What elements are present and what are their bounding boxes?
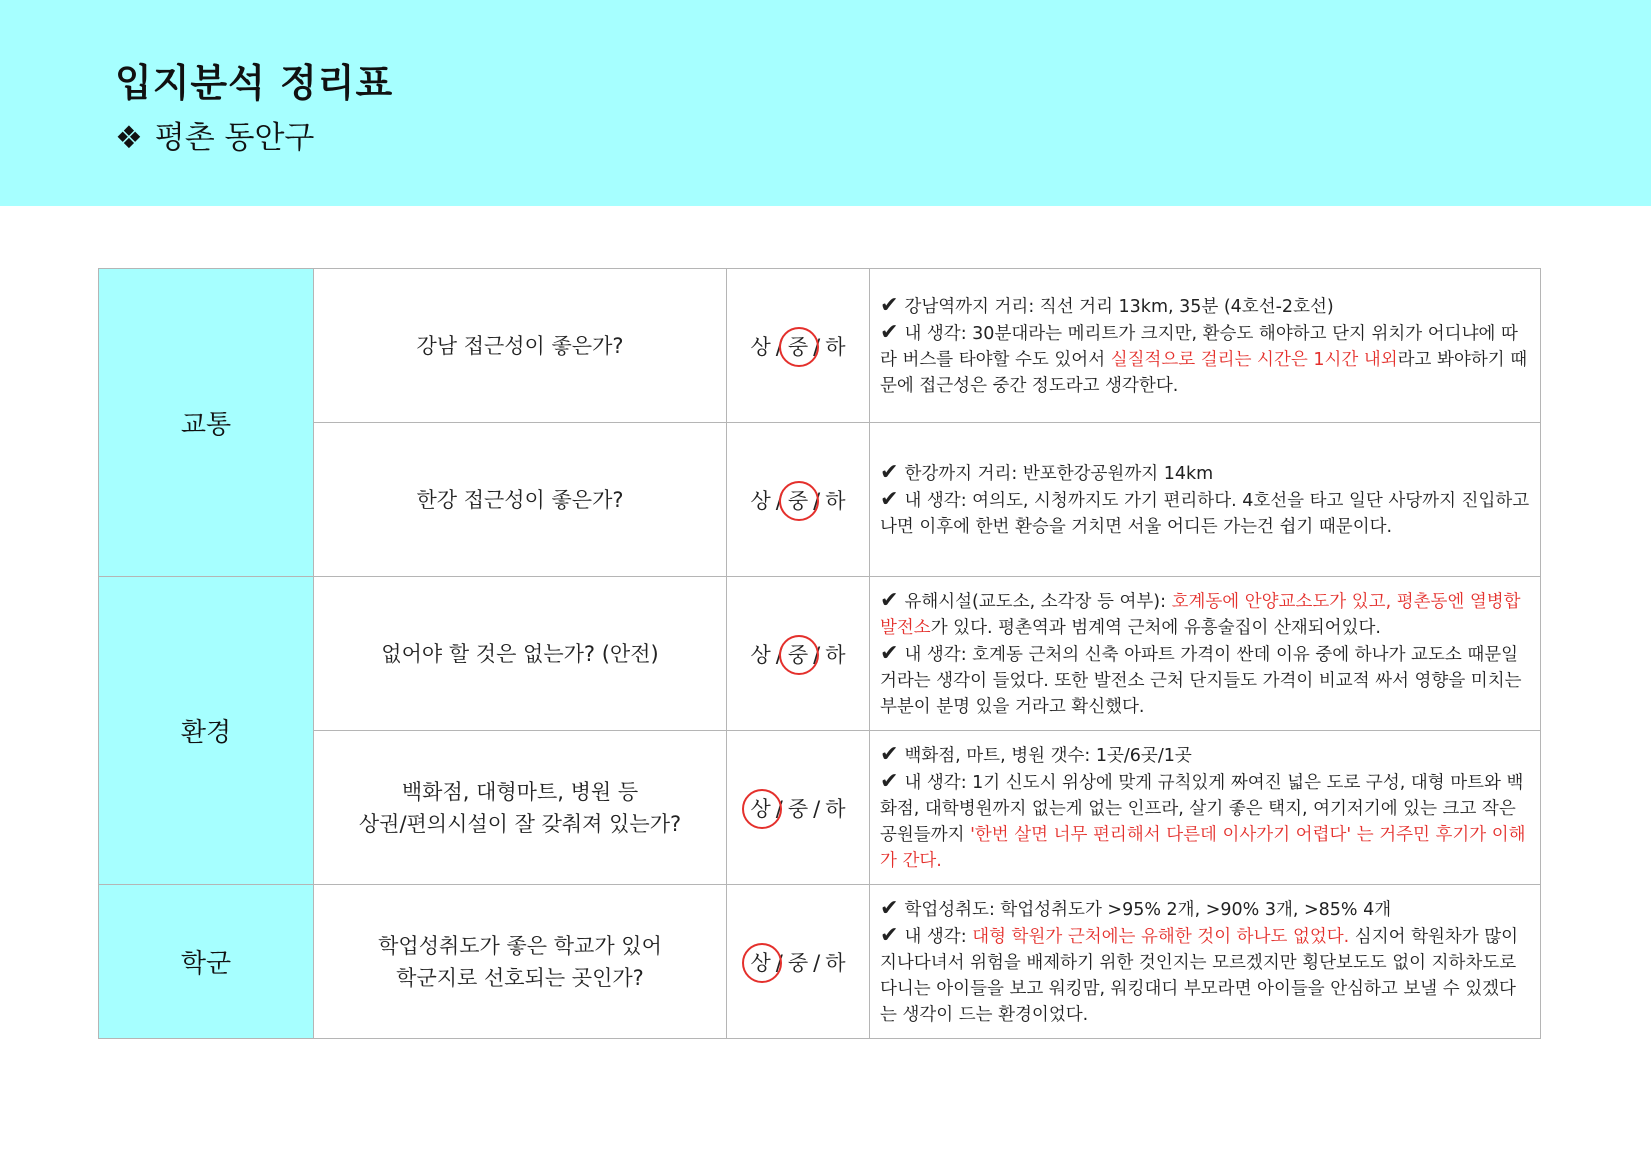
note-text: 가 있다. 평촌역과 범계역 근처에 유흥술집이 산재되어있다. [930,617,1381,638]
rating-cell [727,731,870,885]
note-item [880,641,1532,720]
notes-cell [870,423,1541,577]
subtitle-text: 평촌 동안구 [154,120,315,156]
rating-option: 하 [825,488,846,513]
note-item [880,487,1532,540]
check-mark-icon: ✔ [880,292,899,318]
check-mark-icon: ✔ [880,486,899,512]
note-text: 라고 봐야하기 때문에 접근성은 중간 정도라고 생각한다. [880,349,1528,396]
table-row [99,269,1541,423]
note-text: 내 생각: 여의도, 시청까지도 가기 편리하다. 4호선을 타고 일단 사당까지 진입하고 나면 이후에 한번 환승을 거치면 서울 어디든 가는건 쉽기 때문이다. [880,490,1530,537]
table-row [99,731,1541,885]
check-mark-icon: ✔ [880,459,899,485]
highlighted-note-text: '한번 살면 너무 편리해서 다른데 이사가기 어렵다' 는 거주민 후기가 이해가 간다. [880,824,1526,871]
table-row [99,423,1541,577]
question-text: 상권/편의시설이 잘 갖춰져 있는가? [358,811,682,836]
check-mark-icon: ✔ [880,768,899,794]
rating-cell [727,269,870,423]
rating-option: 하 [825,642,846,667]
category-cell: 교통 [99,269,314,577]
question-cell [314,269,727,423]
rating-separator: / [813,642,821,667]
rating-option-selected: 상 [747,793,773,823]
question-cell [314,577,727,731]
notes-cell [870,577,1541,731]
rating-separator: / [813,950,821,975]
check-mark-icon: ✔ [880,895,899,921]
rating-option-selected: 중 [785,485,811,515]
rating-option: 상 [750,488,771,513]
note-text: 내 생각: 1기 신도시 위상에 맞게 규칙있게 짜여진 넓은 도로 구성, 대형 마트와 백화점, 대학병원까지 없는게 없는 인프라, 살기 좋은 택지, 여기저기에 있는 크고 작은 공원들까지 [880,772,1524,845]
check-mark-icon: ✔ [880,640,899,666]
category-cell: 환경 [99,577,314,885]
highlighted-note-text: 호계동에 안양교소도가 있고, 평촌동엔 열병합 발전소 [880,591,1521,638]
rating-cell [727,577,870,731]
rating-separator: / [813,796,821,821]
check-mark-icon: ✔ [880,587,899,613]
note-text: 한강까지 거리: 반포한강공원까지 14km [904,463,1214,484]
category-cell: 학군 [99,885,314,1039]
rating-separator: / [775,488,783,513]
rating-option: 중 [787,950,809,975]
question-text: 한강 접근성이 좋은가? [416,487,624,512]
question-cell [314,423,727,577]
note-item [880,460,1532,487]
rating-option-selected: 상 [747,947,773,977]
rating-separator: / [813,334,821,359]
check-mark-icon: ✔ [880,922,899,948]
note-item [880,923,1532,1028]
page-subtitle [115,112,314,157]
note-text: 백화점, 마트, 병원 갯수: 1곳/6곳/1곳 [904,745,1192,766]
rating-option-selected: 중 [785,639,811,669]
note-item [880,769,1532,874]
header-band [0,0,1651,206]
rating-cell [727,885,870,1039]
rating-option: 중 [787,796,809,821]
diamond-bullet-icon: ❖ [115,120,143,156]
note-text: 강남역까지 거리: 직선 거리 13km, 35분 (4호선-2호선) [904,296,1334,317]
question-text: 학업성취도가 좋은 학교가 있어 [378,933,662,958]
note-text: 심지어 학원차가 많이 지나다녀서 위험을 배제하기 위한 것인지는 모르겠지만 횡단보도도 없이 지하차도로 다니는 아이들을 보고 워킹맘, 워킹대디 부모라면 아이들을 안심하고 보낼 수 있겠다는 생각이 드는 환경이었다. [880,926,1519,1025]
note-text: 학업성취도: 학업성취도가 >95% 2개, >90% 3개, >85% 4개 [904,899,1392,920]
rating-option: 상 [750,642,771,667]
rating-separator: / [813,488,821,513]
highlighted-note-text: 실질적으로 걸리는 시간은 1시간 내외 [1110,349,1398,370]
page-title: 입지분석 정리표 [115,60,394,105]
rating-option: 상 [750,334,771,359]
notes-cell [870,731,1541,885]
check-mark-icon: ✔ [880,741,899,767]
note-item [880,896,1532,923]
rating-separator: / [775,642,783,667]
rating-option: 하 [825,334,846,359]
question-text: 없어야 할 것은 없는가? (안전) [381,641,659,666]
rating-option: 하 [825,796,846,821]
notes-cell [870,885,1541,1039]
table-row [99,885,1541,1039]
table-row [99,577,1541,731]
question-text: 학군지로 선호되는 곳인가? [396,965,644,990]
question-cell [314,731,727,885]
note-item [880,320,1532,399]
rating-cell [727,423,870,577]
highlighted-note-text: 대형 학원가 근처에는 유해한 것이 하나도 없었다. [972,926,1350,947]
question-text: 강남 접근성이 좋은가? [416,333,624,358]
question-text: 백화점, 대형마트, 병원 등 [401,779,639,804]
rating-option-selected: 중 [785,331,811,361]
rating-separator: / [775,334,783,359]
rating-option: 하 [825,950,846,975]
note-text: 내 생각: 30분대라는 메리트가 크지만, 환승도 해야하고 단지 위치가 어디냐에 따라 버스를 타야할 수도 있어서 [880,323,1518,370]
notes-cell [870,269,1541,423]
rating-separator: / [775,796,783,821]
check-mark-icon: ✔ [880,319,899,345]
question-cell [314,885,727,1039]
note-item [880,588,1532,641]
note-item [880,742,1532,769]
note-text: 내 생각: 호계동 근처의 신축 아파트 가격이 싼데 이유 중에 하나가 교도소 때문일거라는 생각이 들었다. 또한 발전소 근처 단지들도 가격이 비교적 싸서 영향을 미치는 부분이 분명 있을 거라고 확신했다. [880,644,1522,717]
note-item [880,293,1532,320]
note-text: 내 생각: [904,926,973,947]
note-text: 유해시설(교도소, 소각장 등 여부): [904,591,1172,612]
analysis-table [98,268,1541,1039]
rating-separator: / [775,950,783,975]
